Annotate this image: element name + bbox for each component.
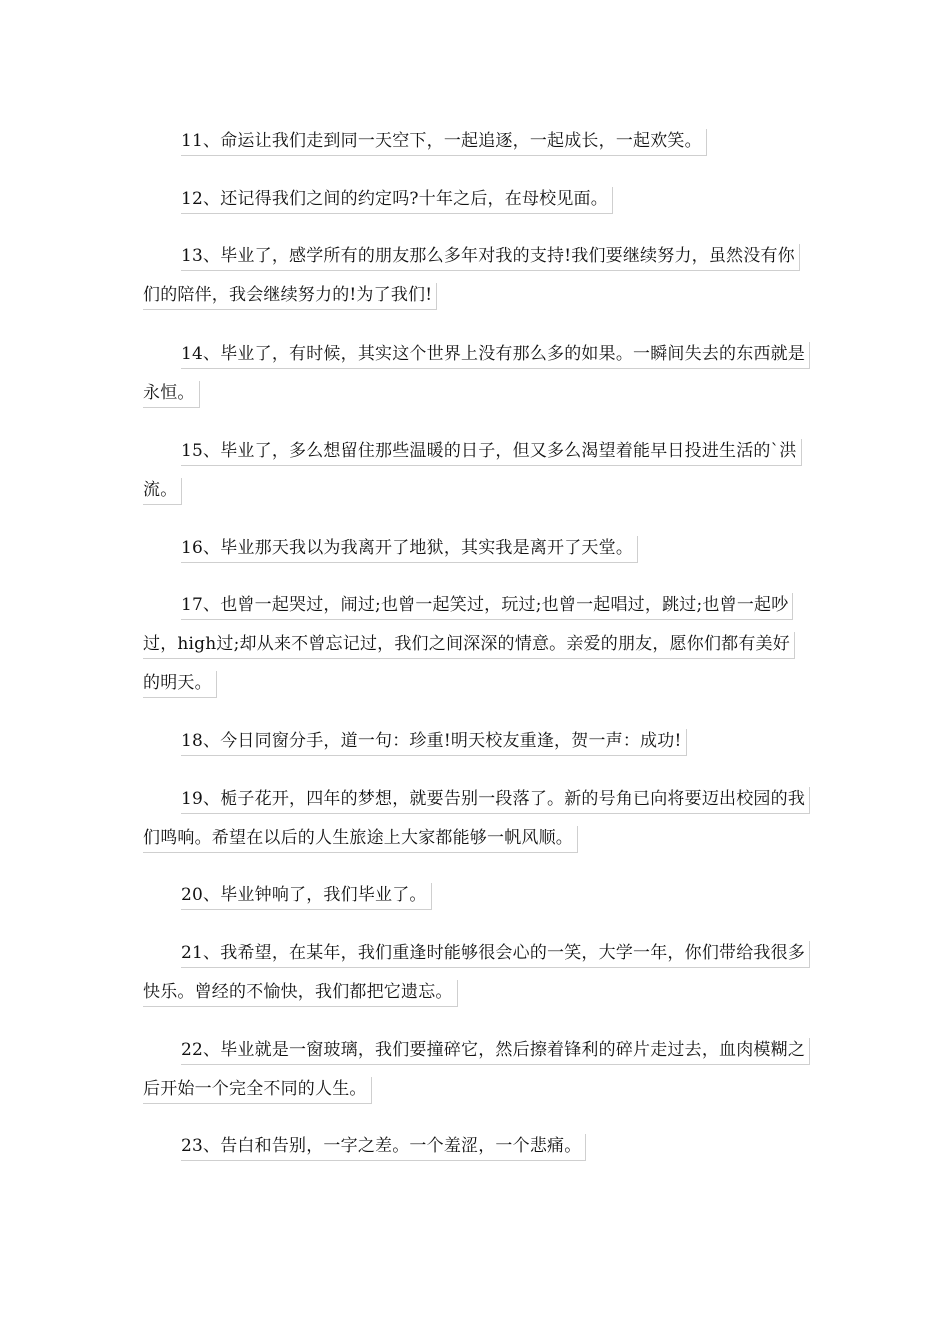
paragraph-16 [143, 529, 807, 568]
paragraph-11 [143, 122, 807, 161]
paragraph-22 [143, 1031, 807, 1109]
paragraph-text: 14、毕业了，有时候，其实这个世界上没有那么多的如果。一瞬间失去的东西就是永恒。 [143, 342, 810, 408]
paragraph-text: 21、我希望，在某年，我们重逢时能够很会心的一笑，大学一年，你们带给我很多快乐。曾经的不愉快，我们都把它遗忘。 [143, 941, 810, 1007]
paragraph-text: 18、今日同窗分手，道一句：珍重!明天校友重逢，贺一声：成功! [181, 729, 687, 756]
paragraph-text: 15、毕业了，多么想留住那些温暖的日子，但又多么渴望着能早日投进生活的`洪流。 [143, 439, 802, 505]
paragraph-23 [143, 1127, 807, 1166]
paragraph-text: 19、栀子花开，四年的梦想，就要告别一段落了。新的号角已向将要迈出校园的我们鸣响。希望在以后的人生旅途上大家都能够一帆风顺。 [143, 787, 810, 853]
paragraph-21 [143, 934, 807, 1012]
paragraph-20 [143, 876, 807, 915]
paragraph-text: 16、毕业那天我以为我离开了地狱，其实我是离开了天堂。 [181, 536, 638, 563]
paragraph-12 [143, 180, 807, 219]
paragraph-text: 17、也曾一起哭过，闹过;也曾一起笑过，玩过;也曾一起唱过，跳过;也曾一起吵过，high过;却从来不曾忘记过，我们之间深深的情意。亲爱的朋友，愿你们都有美好的明天。 [143, 593, 795, 698]
paragraph-text: 13、毕业了，感学所有的朋友那么多年对我的支持!我们要继续努力，虽然没有你们的陪伴，我会继续努力的!为了我们! [143, 244, 800, 310]
paragraph-text: 20、毕业钟响了，我们毕业了。 [181, 883, 432, 910]
paragraph-19 [143, 780, 807, 858]
paragraph-17 [143, 586, 807, 703]
paragraph-14 [143, 335, 807, 413]
paragraph-18 [143, 722, 807, 761]
paragraph-text: 11、命运让我们走到同一天空下，一起追逐，一起成长，一起欢笑。 [181, 129, 707, 156]
paragraph-13 [143, 237, 807, 315]
paragraph-text: 12、还记得我们之间的约定吗?十年之后，在母校见面。 [181, 187, 613, 214]
paragraph-text: 22、毕业就是一窗玻璃，我们要撞碎它，然后擦着锋利的碎片走过去，血肉模糊之后开始一个完全不同的人生。 [143, 1038, 810, 1104]
paragraph-15 [143, 432, 807, 510]
paragraph-text: 23、告白和告别，一字之差。一个羞涩，一个悲痛。 [181, 1134, 586, 1161]
